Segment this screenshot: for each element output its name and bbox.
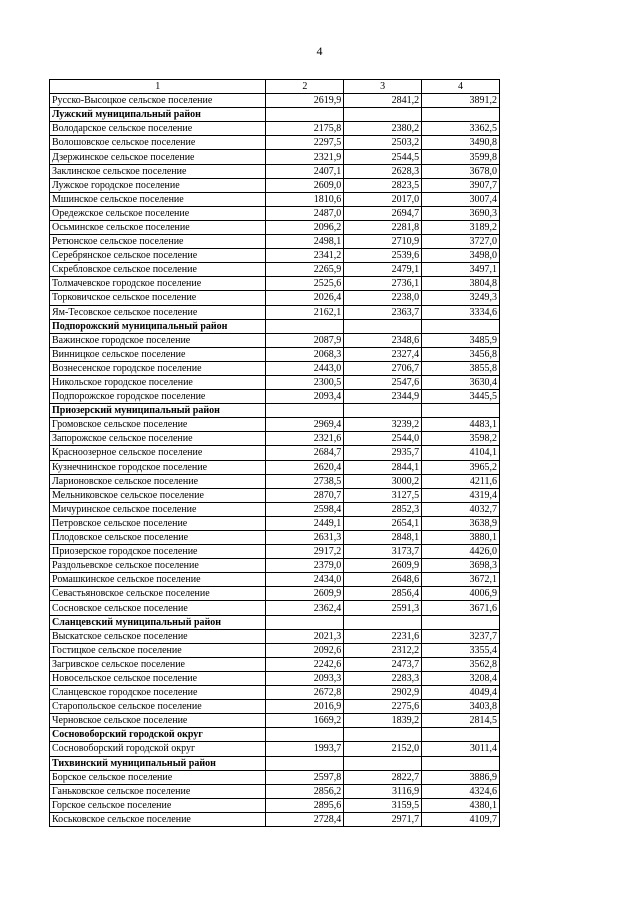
table-row: [50, 136, 500, 150]
value-cell-col4: 3007,4: [422, 192, 500, 206]
value-cell-col2: 2096,2: [266, 220, 344, 234]
value-cell-col2: [266, 756, 344, 770]
settlement-name-cell: Кузнечнинское городское поселение: [50, 460, 266, 474]
district-name-cell: Лужский муниципальный район: [50, 108, 266, 122]
value-cell-col3: 2609,9: [344, 559, 422, 573]
value-cell-col2: 2341,2: [266, 249, 344, 263]
value-cell-col4: 4049,4: [422, 686, 500, 700]
value-cell-col2: 2016,9: [266, 700, 344, 714]
settlement-name-cell: Подпорожское городское поселение: [50, 390, 266, 404]
table-row: [50, 573, 500, 587]
table-row: [50, 798, 500, 812]
settlement-name-cell: Мельниковское сельское поселение: [50, 488, 266, 502]
table-row: [50, 122, 500, 136]
value-cell-col2: 2379,0: [266, 559, 344, 573]
value-cell-col2: 2093,3: [266, 671, 344, 685]
value-cell-col3: 2348,6: [344, 333, 422, 347]
value-cell-col3: 2283,3: [344, 671, 422, 685]
table-row: [50, 643, 500, 657]
value-cell-col2: 2487,0: [266, 206, 344, 220]
value-cell-col3: 2281,8: [344, 220, 422, 234]
table-row: [50, 700, 500, 714]
value-cell-col3: [344, 615, 422, 629]
table-row: [50, 305, 500, 319]
district-header-row: [50, 728, 500, 742]
value-cell-col3: 2503,2: [344, 136, 422, 150]
value-cell-col4: 4006,9: [422, 587, 500, 601]
value-cell-col2: 2434,0: [266, 573, 344, 587]
value-cell-col2: 2738,5: [266, 474, 344, 488]
table-row: [50, 545, 500, 559]
settlement-name-cell: Красноозерное сельское поселение: [50, 446, 266, 460]
value-cell-col2: 2525,6: [266, 277, 344, 291]
value-cell-col3: 2694,7: [344, 206, 422, 220]
value-cell-col2: 2631,3: [266, 531, 344, 545]
value-cell-col3: 2544,0: [344, 432, 422, 446]
value-cell-col4: 3638,9: [422, 516, 500, 530]
value-cell-col2: 2609,0: [266, 178, 344, 192]
settlement-name-cell: Севастьяновское сельское поселение: [50, 587, 266, 601]
value-cell-col4: 3698,3: [422, 559, 500, 573]
value-cell-col3: 1839,2: [344, 714, 422, 728]
settlement-name-cell: Мичуринское сельское поселение: [50, 502, 266, 516]
district-name-cell: Сланцевский муниципальный район: [50, 615, 266, 629]
table-row: [50, 784, 500, 798]
settlement-name-cell: Заклинское сельское поселение: [50, 164, 266, 178]
value-cell-col4: 3630,4: [422, 375, 500, 389]
value-cell-col3: 3239,2: [344, 418, 422, 432]
settlement-name-cell: Никольское городское поселение: [50, 375, 266, 389]
settlement-name-cell: Плодовское сельское поселение: [50, 531, 266, 545]
value-cell-col3: 2856,4: [344, 587, 422, 601]
table-row: [50, 601, 500, 615]
value-cell-col3: 2823,5: [344, 178, 422, 192]
value-cell-col2: 2068,3: [266, 347, 344, 361]
settlement-name-cell: Приозерское городское поселение: [50, 545, 266, 559]
district-header-row: [50, 615, 500, 629]
value-cell-col2: 2870,7: [266, 488, 344, 502]
value-cell-col2: 2407,1: [266, 164, 344, 178]
table-row: [50, 333, 500, 347]
value-cell-col3: [344, 404, 422, 418]
value-cell-col2: 2321,6: [266, 432, 344, 446]
settlement-name-cell: Волошовское сельское поселение: [50, 136, 266, 150]
settlement-name-cell: Ганьковское сельское поселение: [50, 784, 266, 798]
table-row: [50, 657, 500, 671]
page-number: 4: [316, 44, 323, 58]
value-cell-col4: 3886,9: [422, 770, 500, 784]
value-cell-col2: 2672,8: [266, 686, 344, 700]
value-cell-col3: 2822,7: [344, 770, 422, 784]
value-cell-col3: 2841,2: [344, 94, 422, 108]
value-cell-col2: 1810,6: [266, 192, 344, 206]
value-cell-col4: 3671,6: [422, 601, 500, 615]
value-cell-col3: 2017,0: [344, 192, 422, 206]
value-cell-col3: 2547,6: [344, 375, 422, 389]
district-header-row: [50, 404, 500, 418]
settlement-name-cell: Старопольское сельское поселение: [50, 700, 266, 714]
settlement-name-cell: Дзержинское сельское поселение: [50, 150, 266, 164]
table-row: [50, 249, 500, 263]
column-header-2: 2: [266, 80, 344, 94]
table-row: [50, 502, 500, 516]
value-cell-col3: 2844,1: [344, 460, 422, 474]
district-name-cell: Подпорожский муниципальный район: [50, 319, 266, 333]
table-row: [50, 714, 500, 728]
table-row: [50, 446, 500, 460]
value-cell-col4: [422, 108, 500, 122]
value-cell-col4: [422, 728, 500, 742]
value-cell-col3: 3173,7: [344, 545, 422, 559]
table-row: [50, 671, 500, 685]
value-cell-col4: 3891,2: [422, 94, 500, 108]
table-row: [50, 474, 500, 488]
table-row: [50, 418, 500, 432]
settlement-name-cell: Осьминское сельское поселение: [50, 220, 266, 234]
value-cell-col2: 2242,6: [266, 657, 344, 671]
value-cell-col3: 3159,5: [344, 798, 422, 812]
value-cell-col4: 3497,1: [422, 263, 500, 277]
value-cell-col3: 2736,1: [344, 277, 422, 291]
table-row: [50, 375, 500, 389]
value-cell-col4: 3965,2: [422, 460, 500, 474]
settlement-name-cell: Мшинское сельское поселение: [50, 192, 266, 206]
table-row: [50, 235, 500, 249]
value-cell-col2: [266, 319, 344, 333]
value-cell-col2: 2321,9: [266, 150, 344, 164]
table-row: [50, 516, 500, 530]
value-cell-col4: 4426,0: [422, 545, 500, 559]
value-cell-col4: 3011,4: [422, 742, 500, 756]
value-cell-col4: [422, 319, 500, 333]
settlement-name-cell: Ям-Тесовское сельское поселение: [50, 305, 266, 319]
value-cell-col4: 3403,8: [422, 700, 500, 714]
value-cell-col2: 2092,6: [266, 643, 344, 657]
table-row: [50, 629, 500, 643]
value-cell-col4: 4324,6: [422, 784, 500, 798]
value-cell-col2: 2728,4: [266, 812, 344, 826]
value-cell-col3: 3000,2: [344, 474, 422, 488]
table-row: [50, 361, 500, 375]
settlement-name-cell: Русско-Высоцкое сельское поселение: [50, 94, 266, 108]
value-cell-col3: 2327,4: [344, 347, 422, 361]
table-row: [50, 770, 500, 784]
value-cell-col3: 2363,7: [344, 305, 422, 319]
value-cell-col4: [422, 404, 500, 418]
value-cell-col2: 2443,0: [266, 361, 344, 375]
district-header-row: [50, 756, 500, 770]
district-header-row: [50, 319, 500, 333]
value-cell-col4: 3490,8: [422, 136, 500, 150]
settlement-name-cell: Володарское сельское поселение: [50, 122, 266, 136]
settlement-name-cell: Ромашкинское сельское поселение: [50, 573, 266, 587]
value-cell-col4: 3880,1: [422, 531, 500, 545]
table-row: [50, 432, 500, 446]
value-cell-col2: 2609,9: [266, 587, 344, 601]
settlement-name-cell: Новосельское сельское поселение: [50, 671, 266, 685]
settlement-name-cell: Лужское городское поселение: [50, 178, 266, 192]
district-name-cell: Сосновоборский городской округ: [50, 728, 266, 742]
value-cell-col3: 2971,7: [344, 812, 422, 826]
table-row: [50, 178, 500, 192]
table-row: [50, 812, 500, 826]
value-cell-col2: [266, 728, 344, 742]
table-header-row: [50, 80, 500, 94]
value-cell-col4: [422, 756, 500, 770]
value-cell-col4: 3189,2: [422, 220, 500, 234]
value-cell-col3: 2710,9: [344, 235, 422, 249]
settlement-name-cell: Сосновское сельское поселение: [50, 601, 266, 615]
value-cell-col4: 3445,5: [422, 390, 500, 404]
settlement-name-cell: Сланцевское городское поселение: [50, 686, 266, 700]
value-cell-col2: 2684,7: [266, 446, 344, 460]
value-cell-col4: 3690,3: [422, 206, 500, 220]
value-cell-col4: 3362,5: [422, 122, 500, 136]
value-cell-col3: 2344,9: [344, 390, 422, 404]
value-cell-col3: [344, 108, 422, 122]
settlement-name-cell: Громовское сельское поселение: [50, 418, 266, 432]
value-cell-col3: 2654,1: [344, 516, 422, 530]
table-row: [50, 488, 500, 502]
value-cell-col3: 2275,6: [344, 700, 422, 714]
column-header-1: 1: [50, 80, 266, 94]
settlement-name-cell: Оредежское сельское поселение: [50, 206, 266, 220]
district-name-cell: Приозерский муниципальный район: [50, 404, 266, 418]
value-cell-col3: 2238,0: [344, 291, 422, 305]
value-cell-col2: 2265,9: [266, 263, 344, 277]
value-cell-col2: [266, 615, 344, 629]
district-header-row: [50, 108, 500, 122]
value-cell-col4: 3485,9: [422, 333, 500, 347]
value-cell-col4: 2814,5: [422, 714, 500, 728]
value-cell-col4: 3599,8: [422, 150, 500, 164]
settlement-name-cell: Важинское городское поселение: [50, 333, 266, 347]
value-cell-col2: 2087,9: [266, 333, 344, 347]
value-cell-col2: [266, 404, 344, 418]
value-cell-col4: 3672,1: [422, 573, 500, 587]
settlement-name-cell: Запорожское сельское поселение: [50, 432, 266, 446]
value-cell-col2: 2969,4: [266, 418, 344, 432]
value-cell-col2: [266, 108, 344, 122]
table-row: [50, 587, 500, 601]
value-cell-col2: 1993,7: [266, 742, 344, 756]
value-cell-col3: 2473,7: [344, 657, 422, 671]
value-cell-col2: 2620,4: [266, 460, 344, 474]
value-cell-col4: 3907,7: [422, 178, 500, 192]
settlement-name-cell: Борское сельское поселение: [50, 770, 266, 784]
table-row: [50, 192, 500, 206]
value-cell-col4: 4483,1: [422, 418, 500, 432]
settlement-name-cell: Раздольевское сельское поселение: [50, 559, 266, 573]
table-row: [50, 742, 500, 756]
value-cell-col2: 2498,1: [266, 235, 344, 249]
value-cell-col4: 4104,1: [422, 446, 500, 460]
value-cell-col4: 4032,7: [422, 502, 500, 516]
settlement-name-cell: Сосновоборский городской округ: [50, 742, 266, 756]
settlement-name-cell: Петровское сельское поселение: [50, 516, 266, 530]
value-cell-col4: 3208,4: [422, 671, 500, 685]
value-cell-col2: 2175,8: [266, 122, 344, 136]
district-name-cell: Тихвинский муниципальный район: [50, 756, 266, 770]
settlement-name-cell: Горское сельское поселение: [50, 798, 266, 812]
value-cell-col3: 2902,9: [344, 686, 422, 700]
settlement-name-cell: Вознесенское городское поселение: [50, 361, 266, 375]
value-cell-col3: 2591,3: [344, 601, 422, 615]
table-row: [50, 150, 500, 164]
table-row: [50, 277, 500, 291]
value-cell-col3: [344, 756, 422, 770]
value-cell-col4: 4319,4: [422, 488, 500, 502]
value-cell-col2: 2162,1: [266, 305, 344, 319]
value-cell-col4: 3855,8: [422, 361, 500, 375]
value-cell-col4: 3727,0: [422, 235, 500, 249]
value-cell-col3: 2544,5: [344, 150, 422, 164]
value-cell-col4: [422, 615, 500, 629]
value-cell-col2: 2917,2: [266, 545, 344, 559]
value-cell-col4: 3598,2: [422, 432, 500, 446]
value-cell-col4: 3249,3: [422, 291, 500, 305]
table-row: [50, 559, 500, 573]
value-cell-col3: 2539,6: [344, 249, 422, 263]
value-cell-col3: [344, 319, 422, 333]
value-cell-col3: 2648,6: [344, 573, 422, 587]
value-cell-col2: 2856,2: [266, 784, 344, 798]
settlement-name-cell: Коськовское сельское поселение: [50, 812, 266, 826]
value-cell-col3: 2852,3: [344, 502, 422, 516]
table-row: [50, 164, 500, 178]
value-cell-col4: 3237,7: [422, 629, 500, 643]
value-cell-col3: 2628,3: [344, 164, 422, 178]
table-row: [50, 291, 500, 305]
value-cell-col4: 4211,6: [422, 474, 500, 488]
value-cell-col4: 3804,8: [422, 277, 500, 291]
value-cell-col2: 2362,4: [266, 601, 344, 615]
value-cell-col3: 2231,6: [344, 629, 422, 643]
column-header-3: 3: [344, 80, 422, 94]
table-row: [50, 390, 500, 404]
value-cell-col4: 3678,0: [422, 164, 500, 178]
data-table: [49, 79, 500, 827]
settlement-name-cell: Ларионовское сельское поселение: [50, 474, 266, 488]
table-body: [50, 80, 500, 827]
value-cell-col3: 2706,7: [344, 361, 422, 375]
value-cell-col3: 2152,0: [344, 742, 422, 756]
value-cell-col4: 3456,8: [422, 347, 500, 361]
value-cell-col2: 2026,4: [266, 291, 344, 305]
table-row: [50, 347, 500, 361]
table-row: [50, 220, 500, 234]
value-cell-col4: 3334,6: [422, 305, 500, 319]
value-cell-col2: 2619,9: [266, 94, 344, 108]
value-cell-col4: 3355,4: [422, 643, 500, 657]
table-row: [50, 94, 500, 108]
value-cell-col3: 3116,9: [344, 784, 422, 798]
table-row: [50, 686, 500, 700]
value-cell-col2: 2598,4: [266, 502, 344, 516]
settlement-name-cell: Толмачевское городское поселение: [50, 277, 266, 291]
value-cell-col4: 4380,1: [422, 798, 500, 812]
value-cell-col3: 2312,2: [344, 643, 422, 657]
value-cell-col3: 2935,7: [344, 446, 422, 460]
settlement-name-cell: Гостицкое сельское поселение: [50, 643, 266, 657]
settlement-name-cell: Скребловское сельское поселение: [50, 263, 266, 277]
settlement-name-cell: Загривское сельское поселение: [50, 657, 266, 671]
value-cell-col4: 3562,8: [422, 657, 500, 671]
value-cell-col3: 2380,2: [344, 122, 422, 136]
table-row: [50, 531, 500, 545]
table-row: [50, 206, 500, 220]
value-cell-col3: 2479,1: [344, 263, 422, 277]
value-cell-col2: 2449,1: [266, 516, 344, 530]
settlement-name-cell: Ретюнское сельское поселение: [50, 235, 266, 249]
settlement-name-cell: Винницкое сельское поселение: [50, 347, 266, 361]
value-cell-col4: 3498,0: [422, 249, 500, 263]
value-cell-col2: 2300,5: [266, 375, 344, 389]
value-cell-col2: 2597,8: [266, 770, 344, 784]
value-cell-col2: 2021,3: [266, 629, 344, 643]
settlement-name-cell: Выскатское сельское поселение: [50, 629, 266, 643]
value-cell-col2: 2093,4: [266, 390, 344, 404]
settlement-name-cell: Черновское сельское поселение: [50, 714, 266, 728]
value-cell-col3: [344, 728, 422, 742]
table-row: [50, 263, 500, 277]
value-cell-col3: 3127,5: [344, 488, 422, 502]
value-cell-col3: 2848,1: [344, 531, 422, 545]
value-cell-col4: 4109,7: [422, 812, 500, 826]
table-row: [50, 460, 500, 474]
column-header-4: 4: [422, 80, 500, 94]
value-cell-col2: 2297,5: [266, 136, 344, 150]
value-cell-col2: 1669,2: [266, 714, 344, 728]
settlement-name-cell: Серебрянское сельское поселение: [50, 249, 266, 263]
settlement-name-cell: Торковичское сельское поселение: [50, 291, 266, 305]
value-cell-col2: 2895,6: [266, 798, 344, 812]
